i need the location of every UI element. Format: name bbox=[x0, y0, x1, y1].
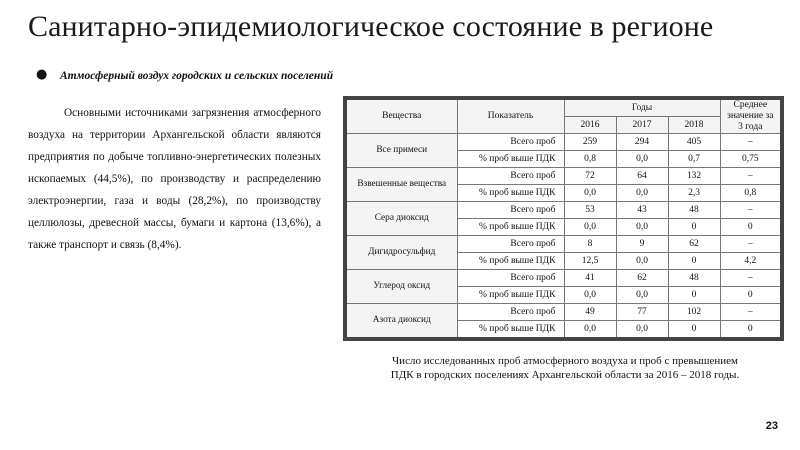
bullet-point: ● bbox=[36, 67, 48, 82]
value-2016-cell: 53 bbox=[564, 202, 616, 219]
indicator-cell: Всего проб bbox=[457, 168, 564, 185]
average-cell: – bbox=[720, 134, 782, 151]
value-2018-cell: 132 bbox=[668, 168, 720, 185]
value-2017-cell: 0,0 bbox=[616, 151, 668, 168]
body-paragraph: Основными источниками загрязнения атмосферного воздуха на территории Архангельской области являются предприятия по добыче топливно-энергетических полезных ископаемых (44,5%), по производству и распределению электроэнергии, газа и воды (28,2%), по производству целлюлозы, древесной массы, бумаги и картона (13,6%), а также транспорт и связь (8,4%). bbox=[28, 107, 321, 251]
page-number: 23 bbox=[765, 420, 778, 432]
indicator-cell: Всего проб bbox=[457, 304, 564, 321]
indicator-cell: % проб выше ПДК bbox=[457, 185, 564, 202]
value-2017-cell: 64 bbox=[616, 168, 668, 185]
value-2016-cell: 259 bbox=[564, 134, 616, 151]
value-2017-cell: 294 bbox=[616, 134, 668, 151]
table-row bbox=[345, 134, 782, 151]
value-2016-cell: 0,0 bbox=[564, 219, 616, 236]
header-indicator: Показатель bbox=[457, 98, 564, 134]
indicator-cell: % проб выше ПДК bbox=[457, 219, 564, 236]
average-cell: – bbox=[720, 270, 782, 287]
table-row bbox=[345, 202, 782, 219]
indicator-cell: % проб выше ПДК bbox=[457, 321, 564, 340]
value-2017-cell: 62 bbox=[616, 270, 668, 287]
table-row bbox=[345, 270, 782, 287]
value-2017-cell: 0,0 bbox=[616, 219, 668, 236]
indicator-cell: % проб выше ПДК bbox=[457, 287, 564, 304]
value-2016-cell: 0,0 bbox=[564, 287, 616, 304]
average-cell: – bbox=[720, 202, 782, 219]
value-2017-cell: 9 bbox=[616, 236, 668, 253]
value-2016-cell: 0,0 bbox=[564, 185, 616, 202]
indicator-cell: Всего проб bbox=[457, 202, 564, 219]
table-row bbox=[345, 304, 782, 321]
table-row bbox=[345, 236, 782, 253]
header-2017: 2017 bbox=[616, 117, 668, 134]
value-2016-cell: 8 bbox=[564, 236, 616, 253]
indicator-cell: Всего проб bbox=[457, 134, 564, 151]
value-2018-cell: 0 bbox=[668, 321, 720, 340]
indicator-cell: Всего проб bbox=[457, 270, 564, 287]
average-cell: 0 bbox=[720, 219, 782, 236]
substance-cell: Азота диоксид bbox=[345, 304, 457, 340]
value-2017-cell: 0,0 bbox=[616, 321, 668, 340]
average-cell: 0 bbox=[720, 321, 782, 340]
indicator-cell: Всего проб bbox=[457, 236, 564, 253]
value-2018-cell: 48 bbox=[668, 270, 720, 287]
average-cell: – bbox=[720, 236, 782, 253]
substance-cell: Дигидросульфид bbox=[345, 236, 457, 270]
average-cell: 0,8 bbox=[720, 185, 782, 202]
value-2018-cell: 0,7 bbox=[668, 151, 720, 168]
value-2018-cell: 0 bbox=[668, 219, 720, 236]
header-2018: 2018 bbox=[668, 117, 720, 134]
value-2018-cell: 102 bbox=[668, 304, 720, 321]
value-2017-cell: 0,0 bbox=[616, 287, 668, 304]
header-years: Годы bbox=[564, 98, 720, 117]
substance-cell: Углерод оксид bbox=[345, 270, 457, 304]
table-row bbox=[345, 168, 782, 185]
value-2016-cell: 49 bbox=[564, 304, 616, 321]
air-samples-table bbox=[343, 96, 784, 341]
table-caption: Число исследованных проб атмосферного воздуха и проб с превышением ПДК в городских поселениях Архангельской области за 2016 – 2018 годы. bbox=[390, 355, 740, 381]
average-cell: 0,75 bbox=[720, 151, 782, 168]
slide-title: Санитарно-эпидемиологическое состояние в регионе bbox=[28, 10, 714, 43]
value-2018-cell: 2,3 bbox=[668, 185, 720, 202]
value-2016-cell: 12,5 bbox=[564, 253, 616, 270]
header-substance: Вещества bbox=[345, 98, 457, 134]
header-2016: 2016 bbox=[564, 117, 616, 134]
value-2018-cell: 0 bbox=[668, 253, 720, 270]
average-cell: 4,2 bbox=[720, 253, 782, 270]
value-2016-cell: 41 bbox=[564, 270, 616, 287]
average-cell: – bbox=[720, 168, 782, 185]
value-2018-cell: 0 bbox=[668, 287, 720, 304]
indicator-cell: % проб выше ПДК bbox=[457, 253, 564, 270]
value-2018-cell: 405 bbox=[668, 134, 720, 151]
indicator-cell: % проб выше ПДК bbox=[457, 151, 564, 168]
average-cell: – bbox=[720, 304, 782, 321]
value-2016-cell: 0,8 bbox=[564, 151, 616, 168]
table-body bbox=[345, 134, 782, 340]
value-2016-cell: 72 bbox=[564, 168, 616, 185]
value-2018-cell: 62 bbox=[668, 236, 720, 253]
value-2017-cell: 77 bbox=[616, 304, 668, 321]
value-2017-cell: 0,0 bbox=[616, 253, 668, 270]
substance-cell: Сера диоксид bbox=[345, 202, 457, 236]
value-2017-cell: 43 bbox=[616, 202, 668, 219]
section-subtitle: Атмосферный воздух городских и сельских поселений bbox=[60, 70, 334, 82]
substance-cell: Взвешенные вещества bbox=[345, 168, 457, 202]
substance-cell: Все примеси bbox=[345, 134, 457, 168]
average-cell: 0 bbox=[720, 287, 782, 304]
value-2017-cell: 0,0 bbox=[616, 185, 668, 202]
value-2018-cell: 48 bbox=[668, 202, 720, 219]
value-2016-cell: 0,0 bbox=[564, 321, 616, 340]
header-average: Среднее значение за 3 года bbox=[720, 98, 782, 134]
